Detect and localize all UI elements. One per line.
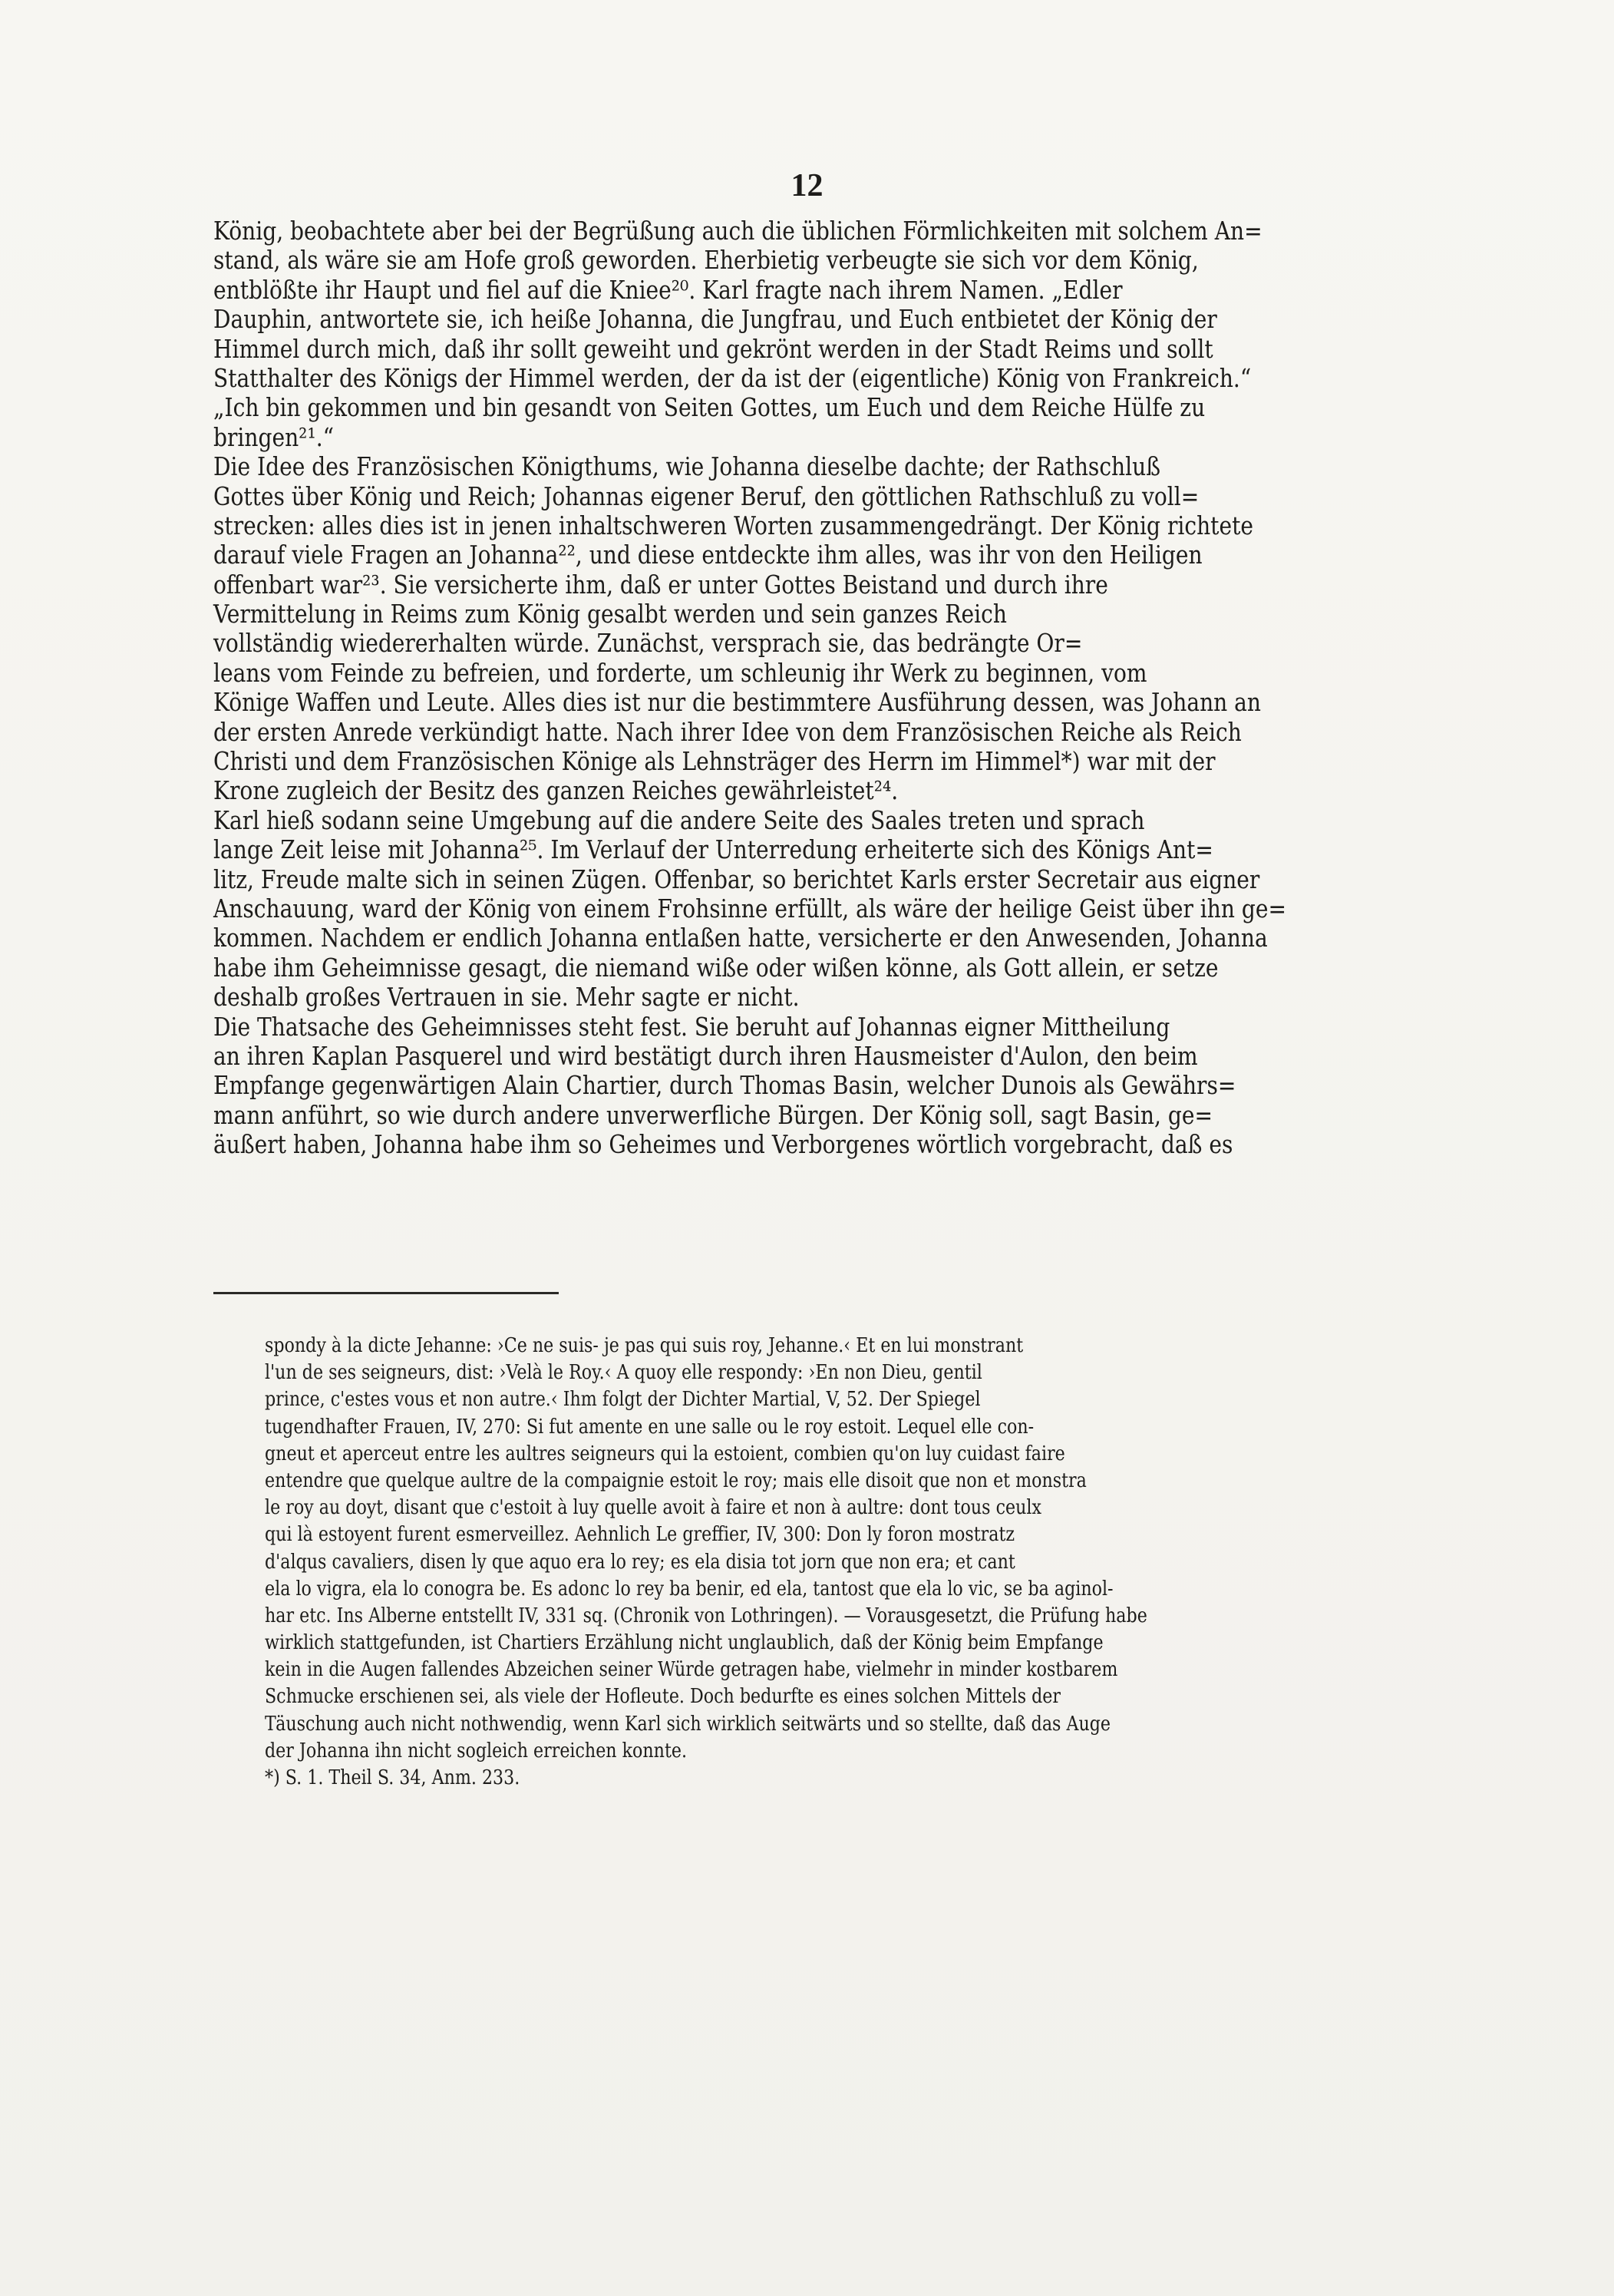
text-line: habe ihm Geheimnisse gesagt, die niemand wiße oder wißen könne, als Gott allein, er setze [213,952,1219,983]
footnote-line: spondy à la dicte Jehanne: ›Ce ne suis- je pas qui suis roy, Jehanne.‹ Et en lui monstrant [265,1333,1024,1357]
footnote-line: kein in die Augen fallendes Abzeichen seiner Würde getragen habe, vielmehr in minder kostbarem [265,1657,1118,1682]
text-line: lange Zeit leise mit Johanna²⁵. Im Verlauf der Unterredung erheiterte sich des Königs Ant= [213,834,1213,865]
text-line: Die Idee des Französischen Königthums, wie Johanna dieselbe dachte; der Rathschluß [213,451,1160,482]
text-line: darauf viele Fragen an Johanna²², und diese entdeckte ihm alles, was ihr von den Heiligen [213,540,1203,570]
text-line: stand, als wäre sie am Hofe groß geworden. Eherbietig verbeugte sie sich vor dem König, [213,245,1199,276]
footnote-line: Täuschung auch nicht nothwendig, wenn Karl sich wirklich seitwärts und so stellte, daß das Auge [265,1711,1111,1736]
text-line: Gottes über König und Reich; Johannas eigener Beruf, den göttlichen Rathschluß zu voll= [213,481,1200,511]
footnote-divider [213,1292,559,1294]
footnote-line: prince, c'estes vous et non autre.‹ Ihm folgt der Dichter Martial, V, 52. Der Spiegel [265,1387,981,1412]
page-number: 12 [790,168,824,203]
footnote-line: *) S. 1. Theil S. 34, Anm. 233. [265,1766,520,1789]
text-line: Könige Waffen und Leute. Alles dies ist nur die bestimmtere Ausführung dessen, was Johann an [213,687,1262,718]
text-line: litz, Freude malte sich in seinen Zügen. Offenbar, so berichtet Karls erster Secretair aus eigner [213,864,1260,894]
footnote-line: wirklich stattgefunden, ist Chartiers Erzählung nicht unglaublich, daß der König beim Empfange [265,1630,1104,1655]
footnote-line: l'un de ses seigneurs, dist: ›Velà le Roy.‹ A quoy elle respondy: ›En non Dieu, gentil [265,1360,982,1385]
text-line: Himmel durch mich, daß ihr sollt geweiht und gekrönt werden in der Stadt Reims und sollt [213,333,1213,364]
footnote-line: der Johanna ihn nicht sogleich erreichen konnte. [265,1738,688,1762]
footnote-line: Schmucke erschienen sei, als viele der Hofleute. Doch bedurfte es eines solchen Mittels der [265,1684,1061,1709]
text-line: König, beobachtete aber bei der Begrüßung auch die üblichen Förmlichkeiten mit solchem An= [213,216,1262,246]
footnote-line: d'alqus cavaliers, disen ly que aquo era lo rey; es ela disia tot jorn que non era; et cant [265,1549,1015,1574]
text-line: vollständig wiedererhalten würde. Zunächst, versprach sie, das bedrängte Or= [213,628,1083,659]
footnote-line: gneut et aperceut entre les aultres seigneurs qui la estoient, combien qu'on luy cuidast faire [265,1441,1065,1465]
footnote-line: qui là estoyent furent esmerveillez. Aehnlich Le greffier, IV, 300: Don ly foron mostratz [265,1522,1015,1547]
text-line: Karl hieß sodann seine Umgebung auf die andere Seite des Saales treten und sprach [213,804,1145,835]
text-line: an ihren Kaplan Pasquerel und wird bestätigt durch ihren Hausmeister d'Aulon, den beim [213,1040,1198,1071]
text-line: Christi und dem Französischen Könige als Lehnsträger des Herrn im Himmel*) war mit der [213,746,1216,777]
main-text [213,216,1606,1160]
footnote-line: ela lo vigra, ela lo conogra be. Es adonc lo rey ba benir, ed ela, tantost que ela lo vic, se ba aginol- [265,1576,1114,1601]
text-line: Vermittelung in Reims zum König gesalbt werden und sein ganzes Reich [213,599,1007,629]
text-line: deshalb großes Vertrauen in sie. Mehr sagte er nicht. [213,982,800,1013]
text-line: Anschauung, ward der König von einem Frohsinne erfüllt, als wäre der heilige Geist über ihn ge= [213,893,1287,923]
footnotes [265,1332,1614,1791]
text-line: offenbart war²³. Sie versicherte ihm, daß er unter Gottes Beistand und durch ihre [213,569,1108,600]
text-line: bringen²¹.“ [213,421,334,452]
text-line: Krone zugleich der Besitz des ganzen Reiches gewährleistet²⁴. [213,775,899,806]
text-line: Empfange gegenwärtigen Alain Chartier, durch Thomas Basin, welcher Dunois als Gewährs= [213,1070,1236,1101]
text-line: „Ich bin gekommen und bin gesandt von Seiten Gottes, um Euch und dem Reiche Hülfe zu [213,392,1206,423]
text-line: äußert haben, Johanna habe ihm so Geheimes und Verborgenes wörtlich vorgebracht, daß es [213,1129,1233,1160]
text-line: entblößte ihr Haupt und fiel auf die Kniee²⁰. Karl fragte nach ihrem Namen. „Edler [213,274,1123,305]
text-line: Dauphin, antwortete sie, ich heiße Johanna, die Jungfrau, und Euch entbietet der König der [213,304,1217,335]
text-line: leans vom Feinde zu befreien, und forderte, um schleunig ihr Werk zu beginnen, vom [213,657,1147,688]
text-line: der ersten Anrede verkündigt hatte. Nach ihrer Idee von dem Französischen Reiche als Reich [213,716,1242,747]
footnote-line: entendre que quelque aultre de la compaignie estoit le roy; mais elle disoit que non et monstra [265,1468,1087,1492]
text-line: kommen. Nachdem er endlich Johanna entlaßen hatte, versicherte er den Anwesenden, Johanna [213,923,1268,953]
text-line: mann anführt, so wie durch andere unverwerfliche Bürgen. Der König soll, sagt Basin, ge= [213,1099,1213,1130]
text-line: strecken: alles dies ist in jenen inhaltschweren Worten zusammengedrängt. Der König richtete [213,510,1254,540]
footnote-line: le roy au doyt, disant que c'estoit à luy quelle avoit à faire et non à aultre: dont tous ceulx [265,1495,1041,1520]
footnote-line: tugendhafter Frauen, IV, 270: Si fut amente en une salle ou le roy estoit. Lequel elle con- [265,1414,1035,1439]
footnote-line: har etc. Ins Alberne entstellt IV, 331 sq. (Chronik von Lothringen). — Vorausgesetzt, die Prüfung habe [265,1603,1147,1627]
text-line: Statthalter des Königs der Himmel werden, der da ist der (eigentliche) König von Frankreich.“ [213,362,1252,393]
text-line: Die Thatsache des Geheimnisses steht fest. Sie beruht auf Johannas eigner Mittheilung [213,1011,1170,1042]
